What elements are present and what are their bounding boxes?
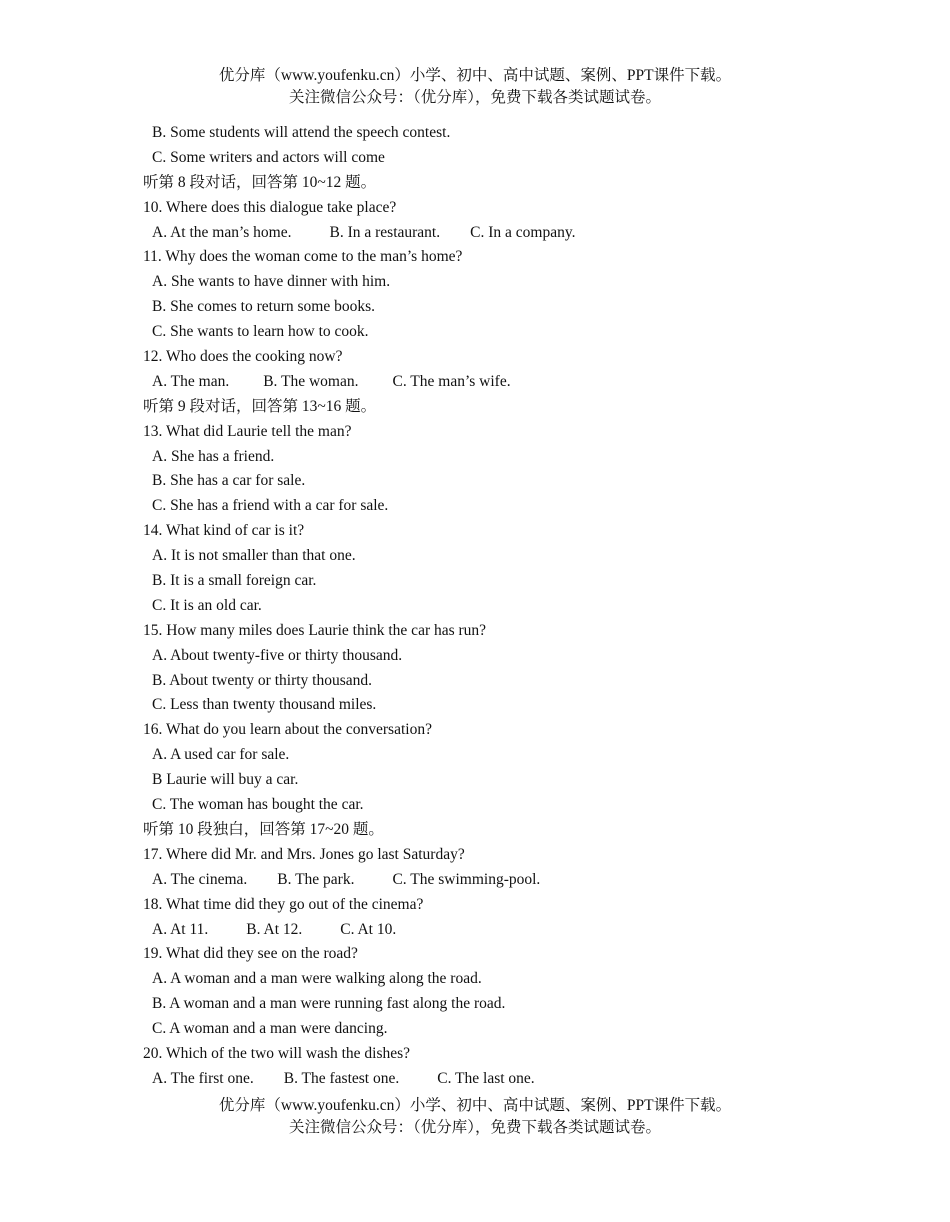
q12-option-c: C. The man’s wife. <box>392 372 511 390</box>
question-18: 18. What time did they go out of the cinema? <box>143 895 424 913</box>
q19-option-a: A. A woman and a man were walking along the road. <box>152 970 482 988</box>
q10-option-b: B. In a restaurant. <box>329 223 441 241</box>
question-18-options <box>143 918 843 943</box>
q18-option-a: A. At 11. <box>152 920 209 938</box>
q10-option-a: A. At the man’s home. <box>152 223 292 241</box>
q18-option-b: B. At 12. <box>246 920 303 938</box>
question-16: 16. What do you learn about the conversation? <box>143 721 432 739</box>
q17-option-b: B. The park. <box>277 870 355 888</box>
q15-option-c: C. Less than twenty thousand miles. <box>152 696 377 714</box>
q13-option-c: C. She has a friend with a car for sale. <box>152 497 389 515</box>
header-line-2: 关注微信公众号：（优分库），免费下载各类试题试卷。 <box>288 89 661 106</box>
question-13: 13. What did Laurie tell the man? <box>143 422 352 440</box>
q19-option-c: C. A woman and a man were dancing. <box>152 1020 388 1038</box>
q17-option-c: C. The swimming-pool. <box>392 870 541 888</box>
question-19: 19. What did they see on the road? <box>143 945 358 963</box>
question-14: 14. What kind of car is it? <box>143 522 305 540</box>
question-10: 10. Where does this dialogue take place? <box>143 198 397 216</box>
page-footer <box>0 1095 950 1139</box>
q18-option-c: C. At 10. <box>340 920 397 938</box>
q14-option-a: A. It is not smaller than that one. <box>152 547 356 565</box>
q20-option-c: C. The last one. <box>437 1069 535 1087</box>
q16-option-c: C. The woman has bought the car. <box>152 796 364 814</box>
question-12-options <box>143 370 843 395</box>
q15-option-b: B. About twenty or thirty thousand. <box>152 671 373 689</box>
question-15: 15. How many miles does Laurie think the car has run? <box>143 621 487 639</box>
q17-option-a: A. The cinema. <box>152 870 248 888</box>
q13-option-a: A. She has a friend. <box>152 447 275 465</box>
q10-option-c: C. In a company. <box>470 223 576 241</box>
q19-option-b: B. A woman and a man were running fast along the road. <box>152 995 506 1013</box>
q11-option-b: B. She comes to return some books. <box>152 298 376 316</box>
q9-option-b: B. Some students will attend the speech contest. <box>152 124 451 141</box>
q15-option-a: A. About twenty-five or thirty thousand. <box>152 646 403 664</box>
question-17: 17. Where did Mr. and Mrs. Jones go last Saturday? <box>143 845 465 863</box>
question-20: 20. Which of the two will wash the dishes? <box>143 1044 411 1062</box>
exam-content <box>143 121 843 1092</box>
q9-option-c: C. Some writers and actors will come <box>152 148 385 166</box>
q12-option-b: B. The woman. <box>263 372 359 390</box>
q20-option-a: A. The first one. <box>152 1069 254 1087</box>
q16-option-b: B Laurie will buy a car. <box>152 771 299 789</box>
header-line-1: 优分库（www.youfenku.cn）小学、初中、高中试题、案例、PPT课件下载。 <box>218 67 732 84</box>
section-heading-8: 听第 8 段对话，回答第 10~12 题。 <box>143 173 377 191</box>
q20-option-b: B. The fastest one. <box>283 1069 400 1087</box>
q11-option-c: C. She wants to learn how to cook. <box>152 323 369 341</box>
q11-option-a: A. She wants to have dinner with him. <box>152 273 391 291</box>
q12-option-a: A. The man. <box>152 372 230 390</box>
section-heading-9: 听第 9 段对话，回答第 13~16 题。 <box>143 397 377 415</box>
question-12: 12. Who does the cooking now? <box>143 348 343 366</box>
footer-line-1: 优分库（www.youfenku.cn）小学、初中、高中试题、案例、PPT课件下载。 <box>218 1097 732 1114</box>
section-heading-10: 听第 10 段独白，回答第 17~20 题。 <box>143 820 384 838</box>
question-10-options <box>143 221 843 246</box>
question-11: 11. Why does the woman come to the man’s home? <box>143 248 463 266</box>
question-17-options <box>143 868 843 893</box>
footer-line-2: 关注微信公众号：（优分库），免费下载各类试题试卷。 <box>288 1119 661 1136</box>
q14-option-c: C. It is an old car. <box>152 596 262 614</box>
page-header <box>0 65 950 109</box>
q16-option-a: A. A used car for sale. <box>152 746 290 764</box>
q14-option-b: B. It is a small foreign car. <box>152 572 317 590</box>
q13-option-b: B. She has a car for sale. <box>152 472 306 490</box>
question-20-options <box>143 1067 843 1092</box>
